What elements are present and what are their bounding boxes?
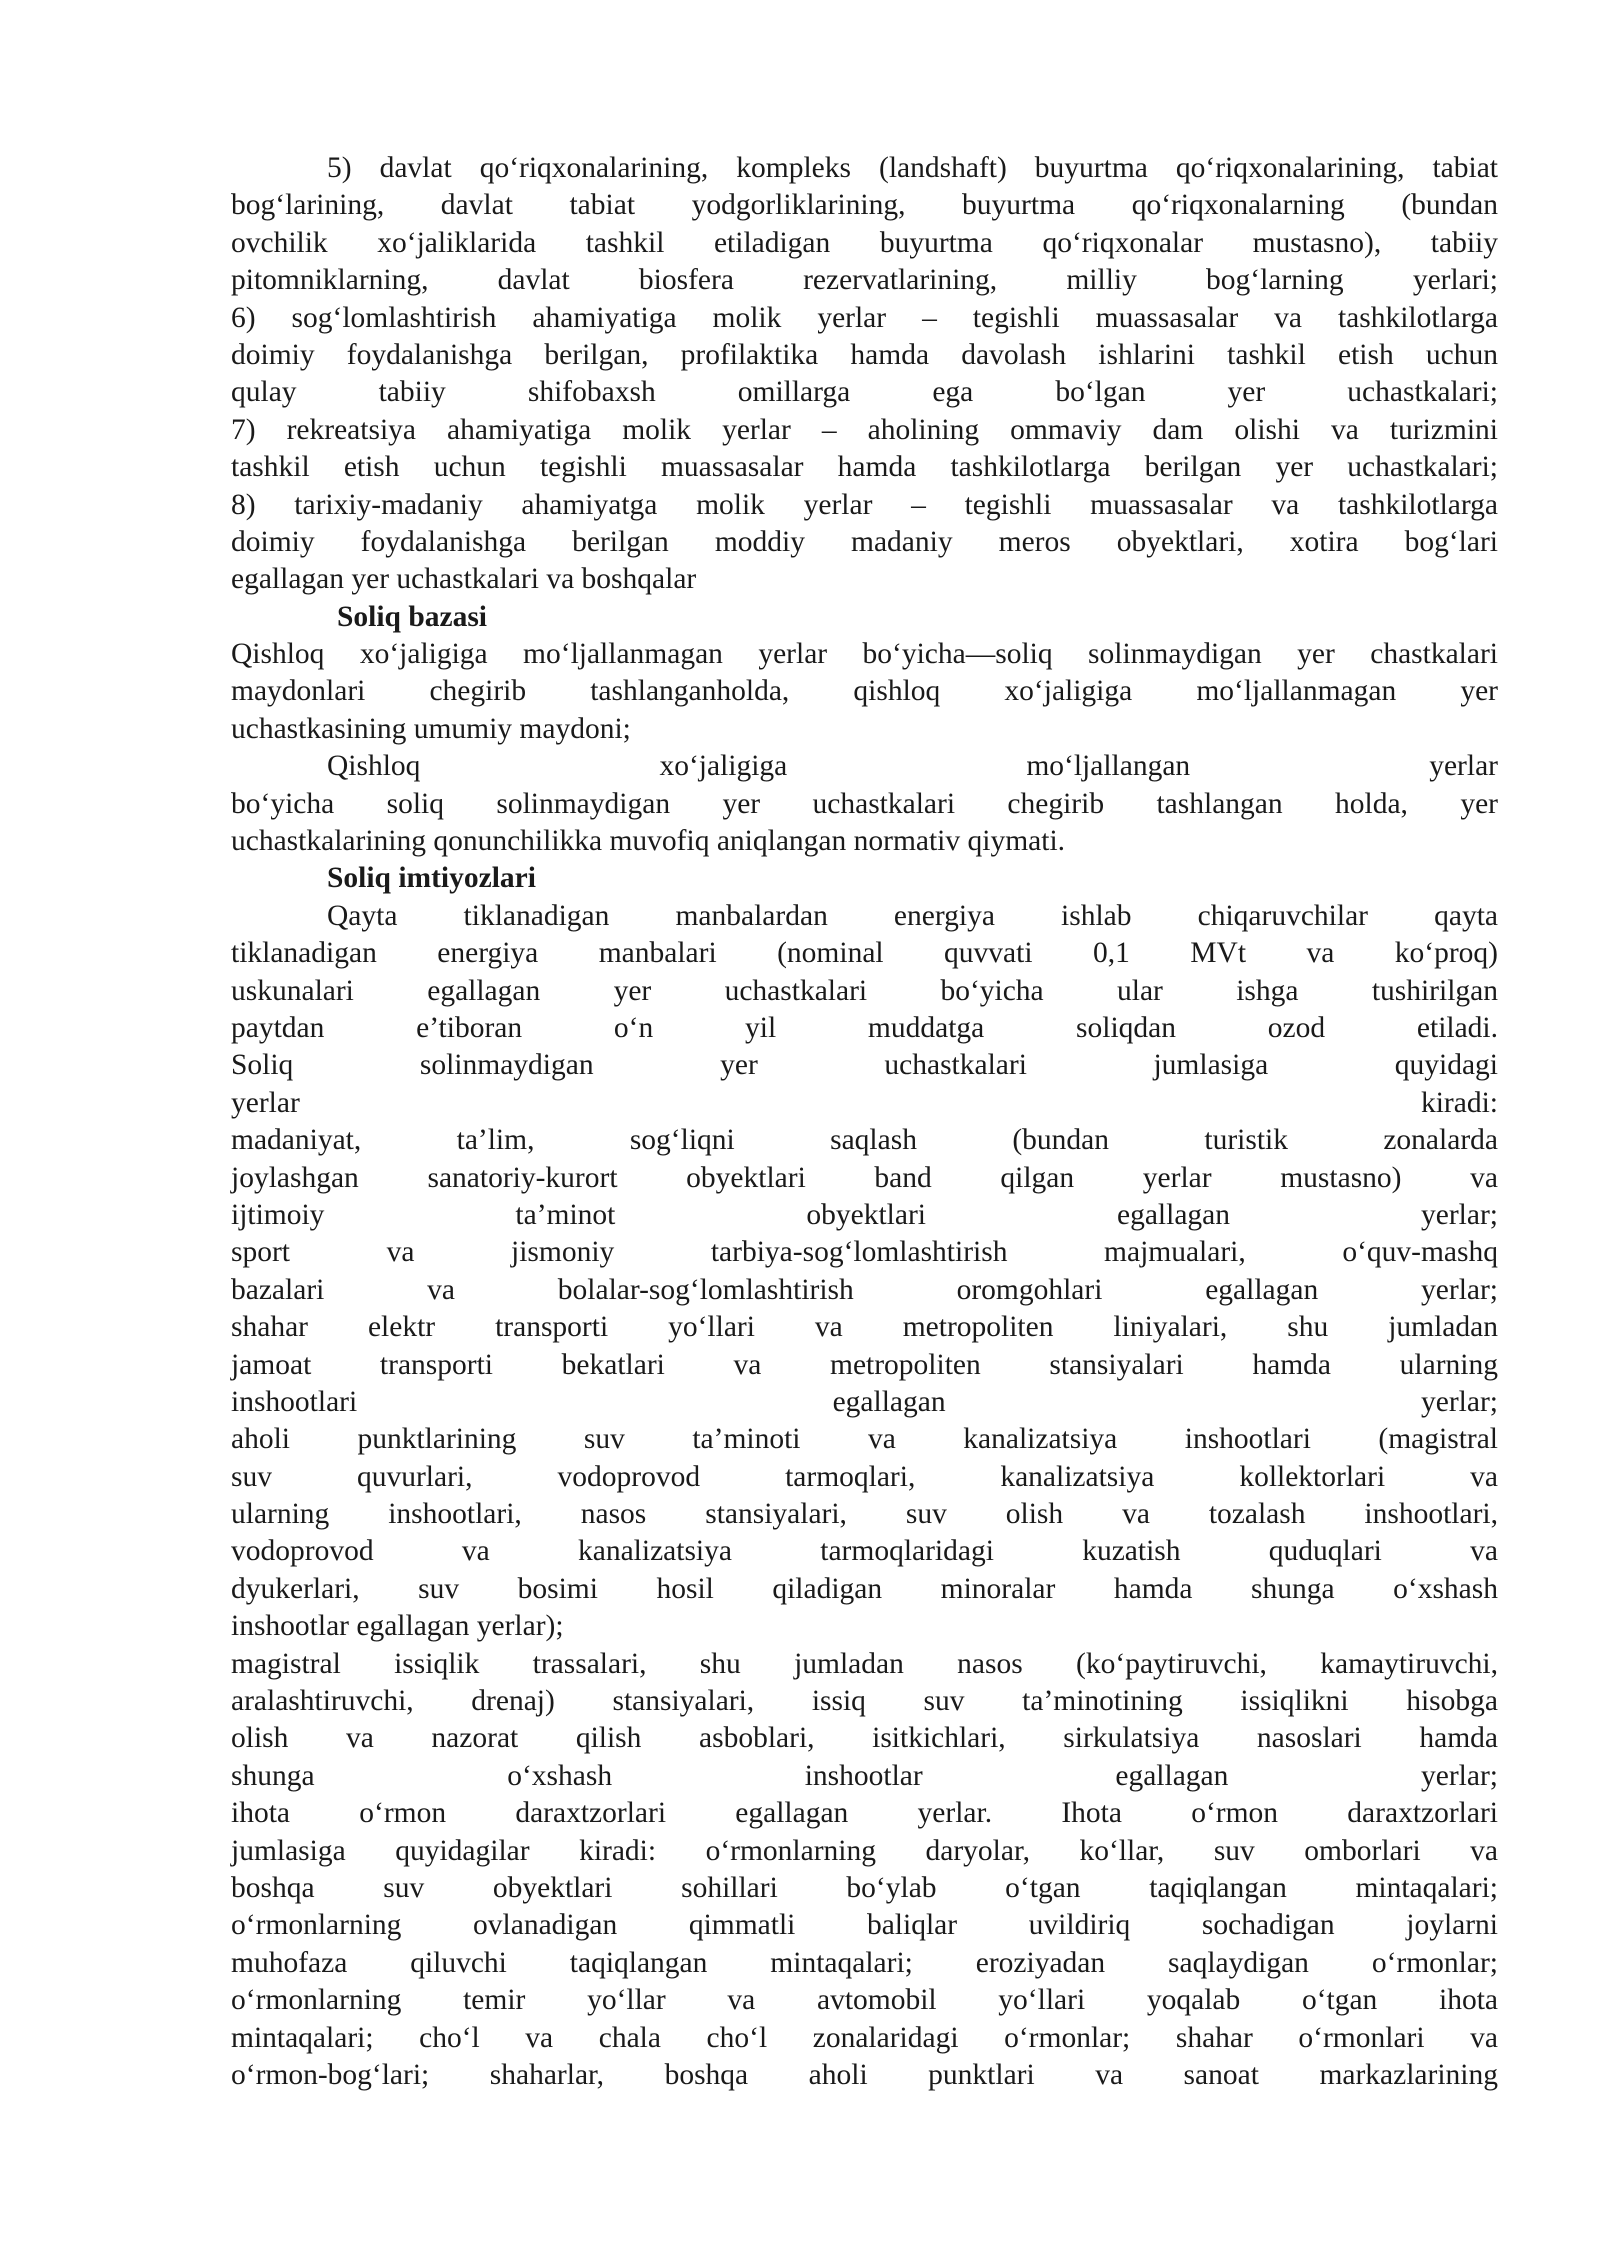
text-line: yerlar kiradi: — [231, 1086, 1498, 1119]
text-line: ovchilik xo‘jaliklarida tashkil etiladigan buyurtma qo‘riqxonalar mustasno), tabiiy — [231, 226, 1498, 259]
text-line: o‘rmonlarning temir yo‘llar va avtomobil yo‘llari yoqalab o‘tgan ihota — [231, 1984, 1498, 2017]
text-line: boshqa suv obyektlari sohillari bo‘ylab o‘tgan taqiqlangan mintaqalari; — [231, 1871, 1498, 1904]
text-line: jumlasiga quyidagilar kiradi: o‘rmonlarning daryolar, ko‘llar, suv omborlari va — [231, 1834, 1498, 1867]
text-line: shahar elektr transporti yo‘llari va metropoliten liniyalari, shu jumladan — [231, 1311, 1498, 1344]
text-line: muhofaza qiluvchi taqiqlangan mintaqalari; eroziyadan saqlaydigan o‘rmonlar; — [231, 1946, 1498, 1979]
text-line: inshootlari egallagan yerlar; — [231, 1385, 1498, 1418]
text-line: aralashtiruvchi, drenaj) stansiyalari, issiq suv ta’minotining issiqlikni hisobga — [231, 1685, 1498, 1718]
text-line: ihota o‘rmon daraxtzorlari egallagan yerlar. Ihota o‘rmon daraxtzorlari — [231, 1797, 1498, 1830]
section-heading: Soliq bazasi — [337, 600, 488, 633]
text-line: madaniyat, ta’lim, sog‘liqni saqlash (bundan turistik zonalarda — [231, 1124, 1498, 1157]
text-line: doimiy foydalanishga berilgan, profilaktika hamda davolash ishlarini tashkil etish uchun — [231, 338, 1498, 371]
text-line: bo‘yicha soliq solinmaydigan yer uchastkalari chegirib tashlangan holda, yer — [231, 787, 1498, 820]
text-line: Qishloq xo‘jaligiga mo‘ljallanmagan yerlar bo‘yicha—soliq solinmaydigan yer chastkalari — [231, 638, 1498, 671]
text-line: ularning inshootlari, nasos stansiyalari, suv olish va tozalash inshootlari, — [231, 1498, 1498, 1531]
text-line: sport va jismoniy tarbiya-sog‘lomlashtirish majmualari, o‘quv-mashq — [231, 1236, 1498, 1269]
text-line: joylashgan sanatoriy-kurort obyektlari band qilgan yerlar mustasno) va — [231, 1161, 1498, 1194]
text-line: magistral issiqlik trassalari, shu jumladan nasos (ko‘paytiruvchi, kamaytiruvchi, — [231, 1647, 1498, 1680]
text-line: mintaqalari; cho‘l va chala cho‘l zonalaridagi o‘rmonlar; shahar o‘rmonlari va — [231, 2021, 1498, 2054]
text-line: aholi punktlarining suv ta’minoti va kanalizatsiya inshootlari (magistral — [231, 1423, 1498, 1456]
text-line: Soliq solinmaydigan yer uchastkalari jumlasiga quyidagi — [231, 1049, 1498, 1082]
text-line: dyukerlari, suv bosimi hosil qiladigan minoralar hamda shunga o‘xshash — [231, 1572, 1498, 1605]
text-line: 7) rekreatsiya ahamiyatiga molik yerlar – aholining ommaviy dam olishi va turizmini — [231, 413, 1498, 446]
text-line: jamoat transporti bekatlari va metropoliten stansiyalari hamda ularning — [231, 1348, 1498, 1381]
text-line: tashkil etish uchun tegishli muassasalar hamda tashkilotlarga berilgan yer uchastkalari; — [231, 451, 1498, 484]
text-line: inshootlar egallagan yerlar); — [231, 1610, 564, 1643]
text-line: uskunalari egallagan yer uchastkalari bo‘yicha ular ishga tushirilgan — [231, 974, 1498, 1007]
text-line: uchastkalarining qonunchilikka muvofiq aniqlangan normativ qiymati. — [231, 825, 1066, 858]
text-line: bog‘larining, davlat tabiat yodgorliklarining, buyurtma qo‘riqxonalarning (bundan — [231, 189, 1498, 222]
text-line: o‘rmonlarning ovlanadigan qimmatli baliqlar uvildiriq sochadigan joylarni — [231, 1909, 1498, 1942]
text-line: ijtimoiy ta’minot obyektlari egallagan yerlar; — [231, 1198, 1498, 1231]
text-line: vodoprovod va kanalizatsiya tarmoqlaridagi kuzatish quduqlari va — [231, 1535, 1498, 1568]
text-line: 6) sog‘lomlashtirish ahamiyatiga molik yerlar – tegishli muassasalar va tashkilotlarga — [231, 301, 1498, 334]
text-line: 5) davlat qo‘riqxonalarining, kompleks (landshaft) buyurtma qo‘riqxonalarining, tabiat — [327, 152, 1498, 184]
text-line: doimiy foydalanishga berilgan moddiy madaniy meros obyektlari, xotira bog‘lari — [231, 525, 1498, 558]
text-line: olish va nazorat qilish asboblari, isitkichlari, sirkulatsiya nasoslari hamda — [231, 1722, 1498, 1755]
text-line: suv quvurlari, vodoprovod tarmoqlari, kanalizatsiya kollektorlari va — [231, 1460, 1498, 1493]
text-line: 8) tarixiy-madaniy ahamiyatga molik yerlar – tegishli muassasalar va tashkilotlarga — [231, 488, 1498, 521]
text-line: uchastkasining umumiy maydoni; — [231, 712, 631, 745]
text-line: qulay tabiiy shifobaxsh omillarga ega bo‘lgan yer uchastkalari; — [231, 376, 1498, 409]
text-line: o‘rmon-bog‘lari; shaharlar, boshqa aholi punktlari va sanoat markazlarining — [231, 2058, 1498, 2091]
text-line: Qayta tiklanadigan manbalardan energiya ishlab chiqaruvchilar qayta — [327, 899, 1498, 932]
document-page — [231, 150, 1498, 2094]
text-line: tiklanadigan energiya manbalari (nominal quvvati 0,1 MVt va ko‘proq) — [231, 937, 1498, 970]
text-line: Qishloq xo‘jaligiga mo‘ljallangan yerlar — [327, 750, 1498, 783]
text-line: shunga o‘xshash inshootlar egallagan yerlar; — [231, 1759, 1498, 1792]
text-line: paytdan e’tiboran o‘n yil muddatga soliqdan ozod etiladi. — [231, 1011, 1498, 1044]
text-line: pitomniklarning, davlat biosfera rezervatlarining, milliy bog‘larning yerlari; — [231, 264, 1498, 297]
section-heading: Soliq imtiyozlari — [327, 862, 536, 895]
text-line: egallagan yer uchastkalari va boshqalar — [231, 563, 697, 596]
text-line: bazalari va bolalar-sog‘lomlashtirish oromgohlari egallagan yerlar; — [231, 1273, 1498, 1306]
text-line: maydonlari chegirib tashlanganholda, qishloq xo‘jaligiga mo‘ljallanmagan yer — [231, 675, 1498, 708]
